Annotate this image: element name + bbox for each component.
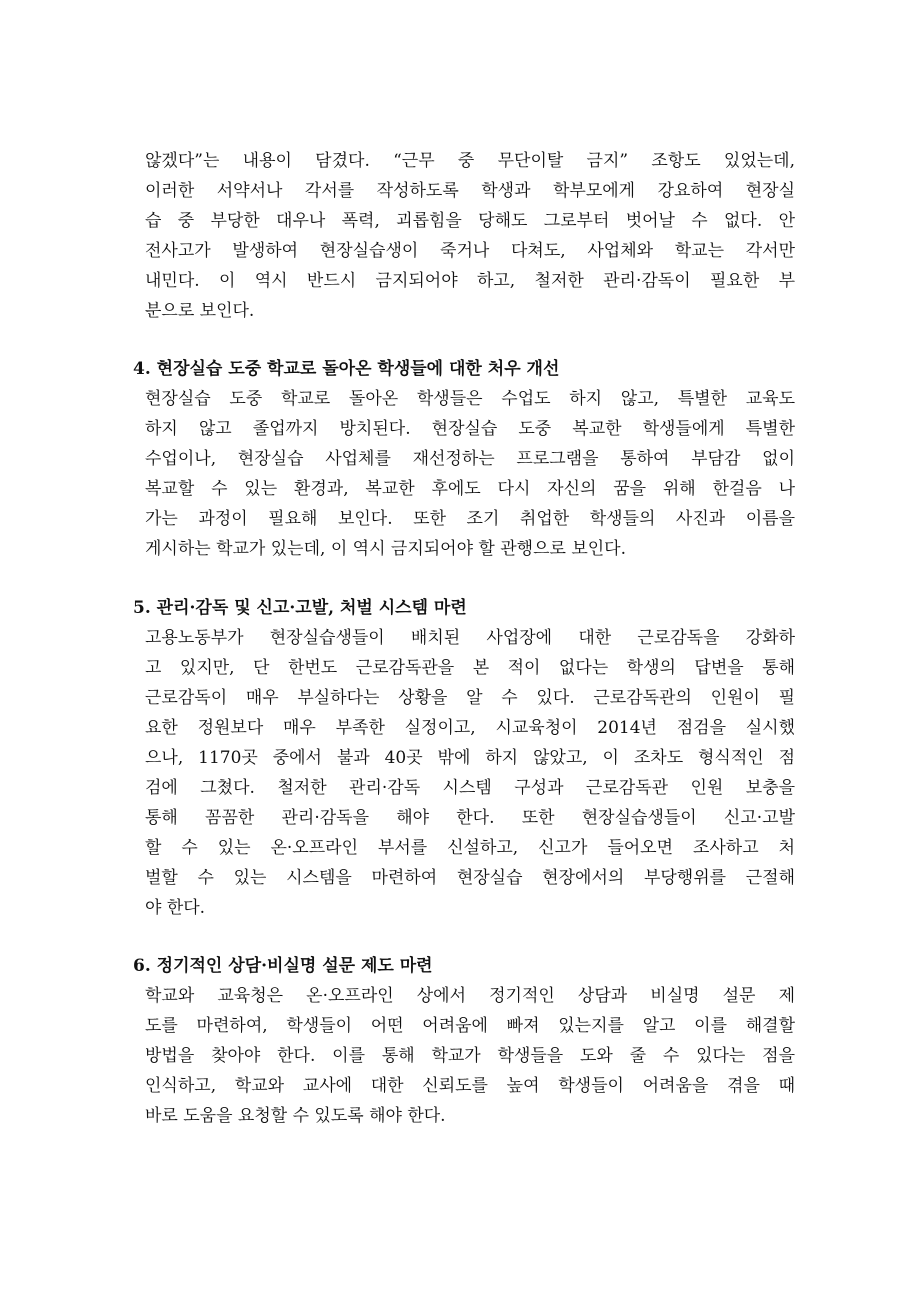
- paragraph-line: 통해 꼼꼼한 관리·감독을 해야 한다. 또한 현장실습생들이 신고·고발: [145, 808, 795, 828]
- section-4-paragraph: [145, 384, 795, 564]
- paragraph-line: 야 한다.: [145, 898, 206, 918]
- paragraph-line: 분으로 보인다.: [145, 301, 255, 321]
- paragraph-line: 습 중 부당한 대우나 폭력, 괴롭힘을 당해도 그로부터 벗어날 수 없다. 안: [145, 211, 795, 231]
- paragraph-line: 가는 과정이 필요해 보인다. 또한 조기 취업한 학생들의 사진과 이름을: [145, 509, 795, 529]
- paragraph-line: 요한 정원보다 매우 부족한 실정이고, 시교육청이 2014년 점검을 실시했: [145, 718, 795, 738]
- section-5-paragraph: [145, 623, 795, 923]
- paragraph-line: 하지 않고 졸업까지 방치된다. 현장실습 도중 복교한 학생들에게 특별한: [145, 419, 795, 439]
- intro-paragraph: [145, 146, 795, 326]
- paragraph-line: 복교할 수 있는 환경과, 복교한 후에도 다시 자신의 꿈을 위해 한걸음 나: [145, 479, 795, 499]
- section-heading-4: 4. 현장실습 도중 학교로 돌아온 학생들에 대한 처우 개선: [133, 359, 560, 379]
- section-heading-6: 6. 정기적인 상담·비실명 설문 제도 마련: [133, 956, 433, 976]
- paragraph-line: 방법을 찾아야 한다. 이를 통해 학교가 학생들을 도와 줄 수 있다는 점을: [145, 1046, 795, 1066]
- section-heading-5: 5. 관리·감독 및 신고·고발, 처벌 시스템 마련: [133, 598, 467, 618]
- paragraph-line: 도를 마련하여, 학생들이 어떤 어려움에 빠져 있는지를 알고 이를 해결할: [145, 1016, 795, 1036]
- paragraph-line: 벌할 수 있는 시스템을 마련하여 현장실습 현장에서의 부당행위를 근절해: [145, 868, 795, 888]
- paragraph-line: 바로 도움을 요청할 수 있도록 해야 한다.: [145, 1106, 446, 1126]
- paragraph-line: 인식하고, 학교와 교사에 대한 신뢰도를 높여 학생들이 어려움을 겪을 때: [145, 1076, 795, 1096]
- paragraph-line: 근로감독이 매우 부실하다는 상황을 알 수 있다. 근로감독관의 인원이 필: [145, 688, 795, 708]
- paragraph-line: 고용노동부가 현장실습생들이 배치된 사업장에 대한 근로감독을 강화하: [145, 628, 795, 648]
- paragraph-line: 고 있지만, 단 한번도 근로감독관을 본 적이 없다는 학생의 답변을 통해: [145, 658, 795, 678]
- paragraph-line: 않겠다”는 내용이 담겼다. “근무 중 무단이탈 금지” 조항도 있었는데,: [145, 151, 795, 171]
- paragraph-line: 이러한 서약서나 각서를 작성하도록 학생과 학부모에게 강요하여 현장실: [145, 181, 795, 201]
- paragraph-line: 으나, 1170곳 중에서 불과 40곳 밖에 하지 않았고, 이 조차도 형식적인 점: [145, 748, 795, 768]
- paragraph-line: 수업이나, 현장실습 사업체를 재선정하는 프로그램을 통하여 부담감 없이: [145, 449, 795, 469]
- section-6-paragraph: [145, 981, 795, 1131]
- paragraph-line: 학교와 교육청은 온·오프라인 상에서 정기적인 상담과 비실명 설문 제: [145, 986, 795, 1006]
- paragraph-line: 할 수 있는 온·오프라인 부서를 신설하고, 신고가 들어오면 조사하고 처: [145, 838, 795, 858]
- paragraph-line: 내민다. 이 역시 반드시 금지되어야 하고, 철저한 관리·감독이 필요한 부: [145, 271, 795, 291]
- paragraph-line: 현장실습 도중 학교로 돌아온 학생들은 수업도 하지 않고, 특별한 교육도: [145, 389, 795, 409]
- paragraph-line: 게시하는 학교가 있는데, 이 역시 금지되어야 할 관행으로 보인다.: [145, 539, 627, 559]
- paragraph-line: 전사고가 발생하여 현장실습생이 죽거나 다쳐도, 사업체와 학교는 각서만: [145, 241, 795, 261]
- paragraph-line: 검에 그쳤다. 철저한 관리·감독 시스템 구성과 근로감독관 인원 보충을: [145, 778, 795, 798]
